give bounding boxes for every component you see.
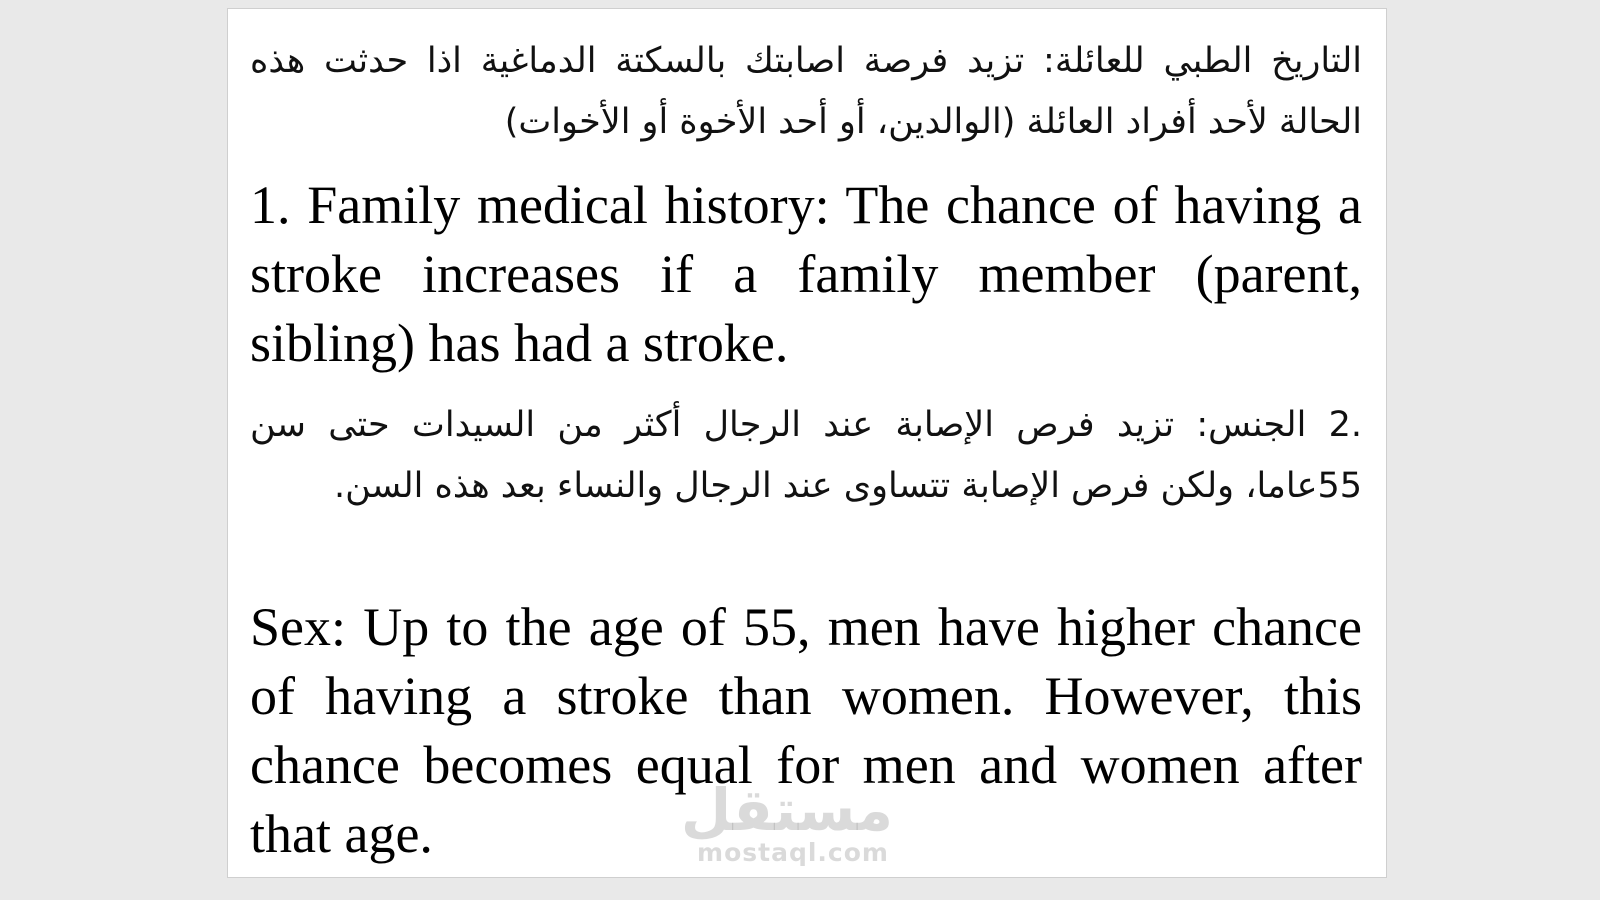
watermark-logo: مستقل [680,776,893,844]
arabic-paragraph-family-history: التاريخ الطبي للعائلة: تزيد فرصة اصابتك بالسكتة الدماغية اذا حدثت هذه الحالة لأحد أفراد العائلة (الوالدين، أو أحد الأخوة أو الأخوات) [250,41,1362,142]
english-paragraph-sex: Sex: Up to the age of 55, men have higher chance of having a stroke than women. However, this chance becomes equal for men and women after that age. [250,597,1362,864]
watermark-url: mostaql.com [697,838,889,867]
arabic-paragraph-sex: .2 الجنس: تزيد فرص الإصابة عند الرجال أكثر من السيدات حتى سن 55عاما، ولكن فرص الإصابة تتساوى عند الرجال والنساء بعد هذه السن. [250,405,1362,506]
english-paragraph-family-history: 1. Family medical history: The chance of having a stroke increases if a family member (parent, sibling) has had a stroke. [250,175,1362,373]
document-page [227,8,1387,878]
